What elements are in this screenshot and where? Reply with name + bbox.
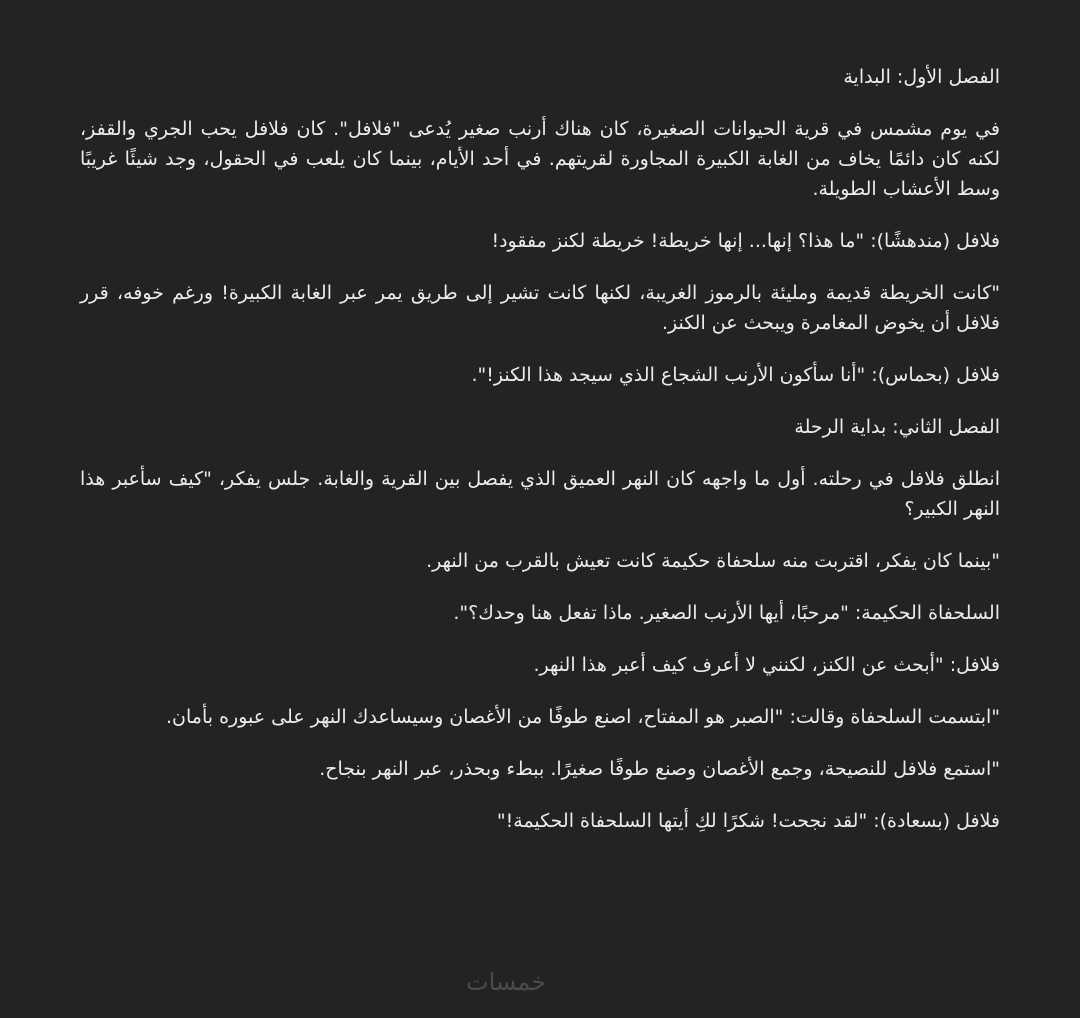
paragraph: فلافل (مندهشًا): "ما هذا؟ إنها... إنها خريطة! خريطة لكنز مفقود! (491, 230, 1000, 253)
watermark-logo: خمسات (466, 968, 547, 996)
paragraph: السلحفاة الحكيمة: "مرحبًا، أيها الأرنب الصغير. ماذا تفعل هنا وحدك؟". (453, 602, 1000, 625)
paragraph: "كانت الخريطة قديمة ومليئة بالرموز الغريبة، لكنها كانت تشير إلى طريق يمر عبر الغابة الكبيرة! ورغم خوفه، قرر فلافل أن يخوض المغامرة ويبحث عن الكنز. (80, 282, 1000, 335)
paragraph: فلافل: "أبحث عن الكنز، لكنني لا أعرف كيف أعبر هذا النهر. (533, 654, 1000, 677)
paragraph: فلافل (بسعادة): "لقد نجحت! شكرًا لكِ أيتها السلحفاة الحكيمة!" (496, 810, 1000, 833)
paragraph: فلافل (بحماس): "أنا سأكون الأرنب الشجاع الذي سيجد هذا الكنز!". (471, 364, 1000, 387)
chapter-2-title: الفصل الثاني: بداية الرحلة (794, 416, 1000, 439)
paragraph: "ابتسمت السلحفاة وقالت: "الصبر هو المفتاح، اصنع طوفًا من الأغصان وسيساعدك النهر على عبوره بأمان. (166, 706, 1000, 729)
paragraph: "بينما كان يفكر، اقتربت منه سلحفاة حكيمة كانت تعيش بالقرب من النهر. (426, 550, 1000, 573)
chapter-1-title: الفصل الأول: البداية (843, 66, 1000, 88)
paragraph: انطلق فلافل في رحلته. أول ما واجهه كان النهر العميق الذي يفصل بين القرية والغابة. جلس يفكر، "كيف سأعبر هذا النهر الكبير؟ (80, 468, 1000, 521)
paragraph: "استمع فلافل للنصيحة، وجمع الأغصان وصنع طوفًا صغيرًا. ببطء وبحذر، عبر النهر بنجاح. (319, 758, 1000, 781)
paragraph: في يوم مشمس في قرية الحيوانات الصغيرة، كان هناك أرنب صغير يُدعى "فلافل". كان فلافل يحب الجري والقفز، لكنه كان دائمًا يخاف من الغابة الكبيرة المجاورة لقريتهم. في أحد الأيام، بينما كان يلعب في الحقول، وجد شيئًا غريبًا وسط الأعشاب الطويلة. (80, 118, 1000, 201)
story-document (80, 62, 1000, 858)
